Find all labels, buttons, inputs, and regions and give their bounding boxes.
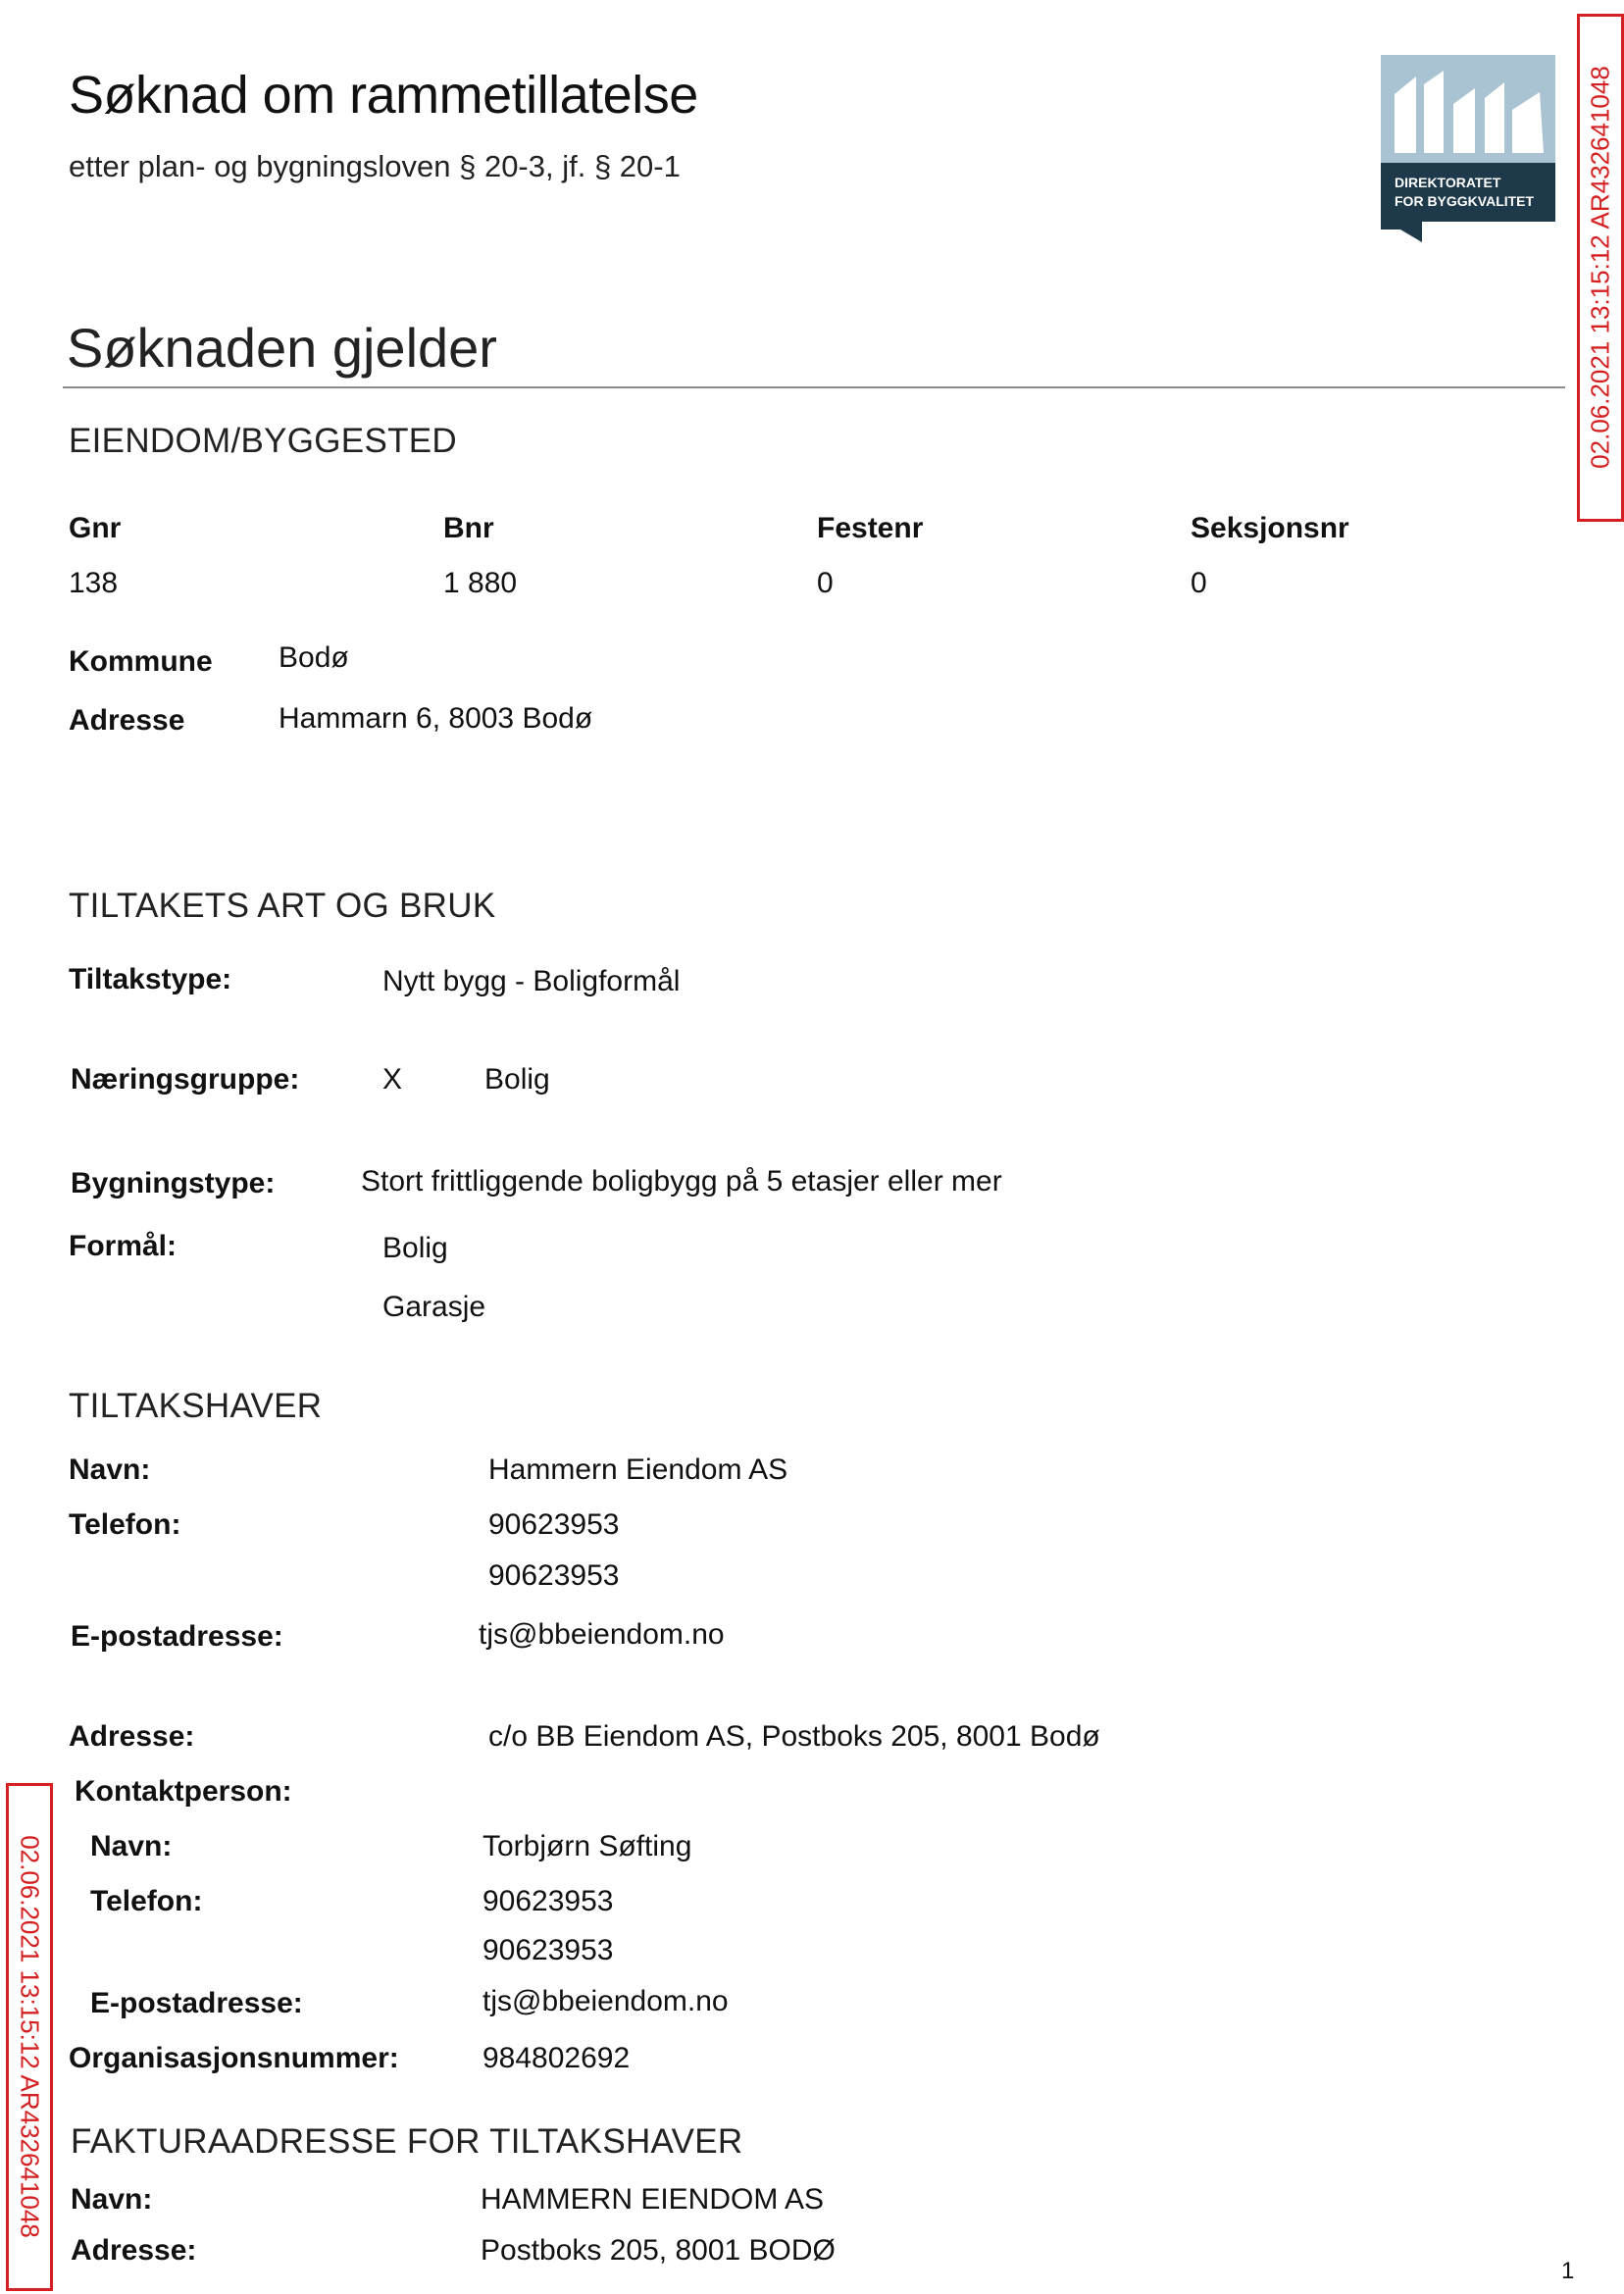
document-title: Søknad om rammetillatelse <box>69 66 698 125</box>
tiltakshaver-epost-label: E-postadresse: <box>71 1620 283 1653</box>
page-number: 1 <box>1561 2258 1575 2284</box>
formal-label: Formål: <box>69 1230 178 1262</box>
kontakt-telefon-value: 90623953 <box>482 1934 614 1966</box>
bnr-value: 1 880 <box>443 567 518 599</box>
registration-stamp-bottom <box>6 1783 53 2291</box>
seksjonsnr-label: Seksjonsnr <box>1191 512 1349 544</box>
logo-line1: DIREKTORATET <box>1395 175 1501 190</box>
eiendom-heading: EIENDOM/BYGGESTED <box>69 422 457 460</box>
dibk-logo <box>1381 55 1555 242</box>
gnr-value: 138 <box>69 567 119 599</box>
tiltakshaver-telefon-value: 90623953 <box>488 1559 620 1592</box>
logo-line2: FOR BYGGKVALITET <box>1395 193 1535 209</box>
formal-value: Bolig <box>382 1232 448 1264</box>
faktura-navn-value: HAMMERN EIENDOM AS <box>481 2183 825 2216</box>
tiltakshaver-adresse-label: Adresse: <box>69 1720 195 1753</box>
kontakt-epost-label: E-postadresse: <box>90 1987 303 2019</box>
faktura-heading: FAKTURAADRESSE FOR TILTAKSHAVER <box>71 2122 743 2161</box>
naeringsgruppe-code: X <box>382 1063 403 1096</box>
tiltakstype-label: Tiltakstype: <box>69 963 232 995</box>
tiltakshaver-telefon-label: Telefon: <box>69 1508 181 1541</box>
stamp-text: 02.06.2021 13:15:12 AR432641048 <box>15 1835 45 2238</box>
gnr-label: Gnr <box>69 512 122 544</box>
tiltakstype-value: Nytt bygg - Boligformål <box>382 965 681 997</box>
tiltakshaver-heading: TILTAKSHAVER <box>69 1387 323 1425</box>
kommune-value: Bodø <box>279 641 349 674</box>
registration-stamp-top <box>1577 14 1624 522</box>
orgnr-label: Organisasjonsnummer: <box>69 2042 399 2074</box>
tiltakshaver-adresse-value: c/o BB Eiendom AS, Postboks 205, 8001 Bodø <box>488 1720 1100 1753</box>
tiltakshaver-epost-value: tjs@bbeiendom.no <box>479 1618 725 1651</box>
document-subtitle: etter plan- og bygningsloven § 20-3, jf. § 20-1 <box>69 149 681 183</box>
tiltakshaver-navn-label: Navn: <box>69 1453 151 1486</box>
festenr-value: 0 <box>817 567 834 599</box>
tiltakshaver-telefon-value: 90623953 <box>488 1508 620 1541</box>
faktura-navn-label: Navn: <box>71 2183 153 2216</box>
kontakt-telefon-label: Telefon: <box>90 1885 203 1917</box>
bnr-label: Bnr <box>443 512 494 544</box>
tiltakshaver-navn-value: Hammern Eiendom AS <box>488 1453 788 1486</box>
tiltak-heading: TILTAKETS ART OG BRUK <box>69 887 496 925</box>
formal-value: Garasje <box>382 1291 486 1323</box>
festenr-label: Festenr <box>817 512 924 544</box>
kontakt-navn-label: Navn: <box>90 1830 173 1862</box>
orgnr-value: 984802692 <box>482 2042 631 2074</box>
bygningstype-value: Stort frittliggende boligbygg på 5 etasjer eller mer <box>361 1165 1002 1198</box>
seksjonsnr-value: 0 <box>1191 567 1207 599</box>
stamp-text: 02.06.2021 13:15:12 AR432641048 <box>1585 66 1615 469</box>
section-title: Søknaden gjelder <box>67 317 497 379</box>
section-divider <box>63 386 1565 388</box>
adresse-value: Hammarn 6, 8003 Bodø <box>279 702 593 735</box>
naeringsgruppe-value: Bolig <box>484 1063 550 1096</box>
faktura-adresse-label: Adresse: <box>71 2234 197 2267</box>
kontakt-epost-value: tjs@bbeiendom.no <box>482 1985 729 2017</box>
faktura-adresse-value: Postboks 205, 8001 BODØ <box>481 2234 836 2267</box>
kontakt-telefon-value: 90623953 <box>482 1885 614 1917</box>
bygningstype-label: Bygningstype: <box>71 1167 276 1199</box>
adresse-label: Adresse <box>69 704 185 737</box>
kontaktperson-label: Kontaktperson: <box>75 1775 292 1808</box>
kommune-label: Kommune <box>69 645 213 678</box>
naeringsgruppe-label: Næringsgruppe: <box>71 1063 300 1096</box>
kontakt-navn-value: Torbjørn Søfting <box>482 1830 692 1862</box>
